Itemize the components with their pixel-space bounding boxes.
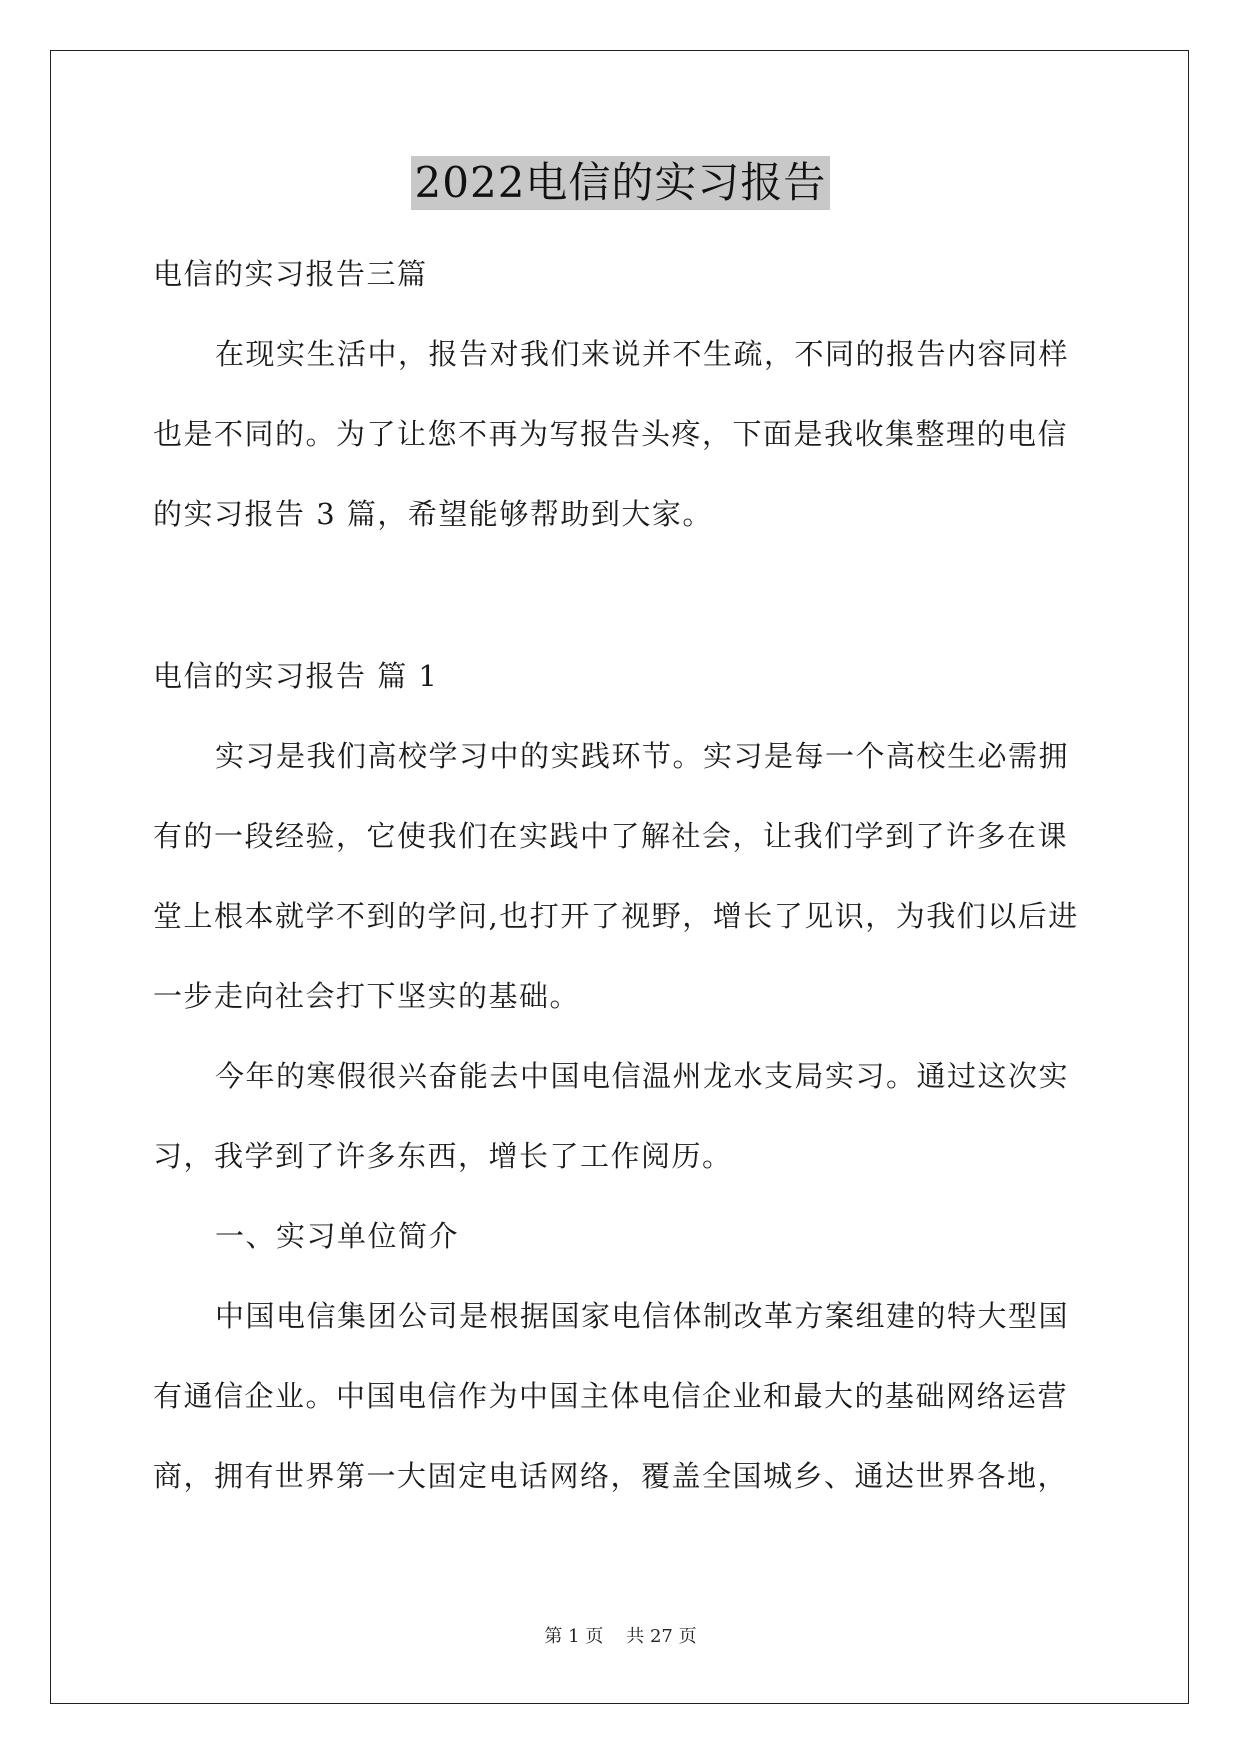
body-line: 的实习报告 3 篇，希望能够帮助到大家。 — [153, 497, 713, 531]
body-line: 习，我学到了许多东西，增长了工作阅历。 — [153, 1139, 733, 1173]
page-number: 第 1 页 — [544, 1626, 604, 1647]
body-line: 中国电信集团公司是根据国家电信体制改革方案组建的特大型国 — [215, 1299, 1070, 1333]
body-line: 在现实生活中，报告对我们来说并不生疏，不同的报告内容同样 — [215, 337, 1070, 371]
body-line: 今年的寒假很兴奋能去中国电信温州龙水支局实习。通过这次实 — [215, 1059, 1070, 1093]
page-footer — [0, 1622, 1241, 1648]
body-line: 实习是我们高校学习中的实践环节。实习是每一个高校生必需拥 — [215, 739, 1070, 773]
body-line: 有的一段经验，它使我们在实践中了解社会，让我们学到了许多在课 — [153, 819, 1069, 853]
body-line: 堂上根本就学不到的学问,也打开了视野，增长了见识，为我们以后进 — [153, 899, 1079, 933]
paragraph-spacer — [153, 554, 1093, 636]
body-line: 一、实习单位简介 — [215, 1219, 460, 1253]
body-line: 电信的实习报告三篇 — [153, 257, 428, 291]
body-line: 电信的实习报告 篇 1 — [153, 659, 439, 693]
footer-gap — [603, 1626, 626, 1647]
body-line: 也是不同的。为了让您不再为写报告头疼，下面是我收集整理的电信 — [153, 417, 1069, 451]
body-line: 有通信企业。中国电信作为中国主体电信企业和最大的基础网络运营 — [153, 1379, 1069, 1413]
document-body — [153, 234, 1093, 1516]
body-line: 商，拥有世界第一大固定电话网络，覆盖全国城乡、通达世界各地， — [153, 1459, 1069, 1493]
title-container — [0, 156, 1241, 210]
body-line: 一步走向社会打下坚实的基础。 — [153, 979, 581, 1013]
document-title: 2022电信的实习报告 — [411, 156, 831, 210]
page-total: 共 27 页 — [626, 1626, 697, 1647]
